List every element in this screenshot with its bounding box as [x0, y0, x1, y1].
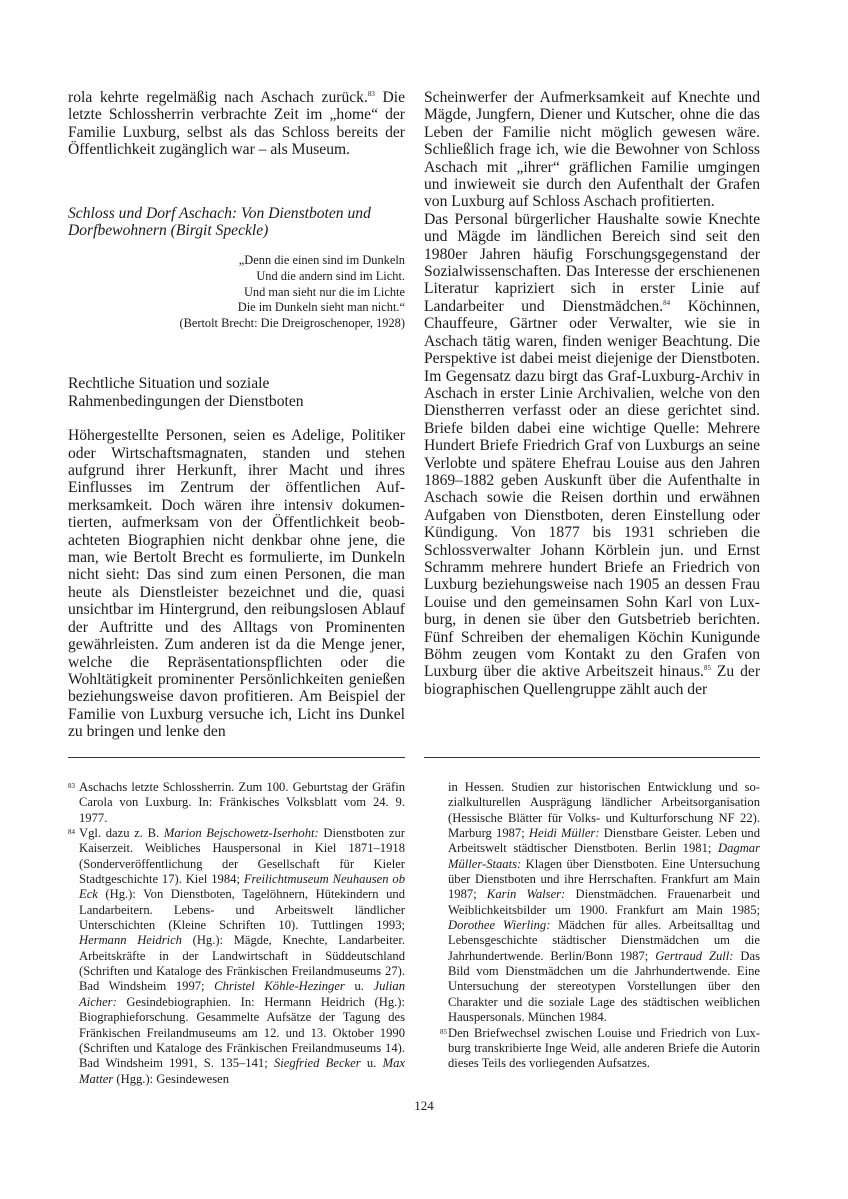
author-name: Hermann Heidrich: [79, 933, 182, 948]
footnote-number: 85: [440, 1027, 447, 1036]
footnotes-right: [424, 780, 760, 1072]
intro-text: rola kehrte regelmäßig nach Aschach zurück.: [68, 89, 368, 106]
footnote-text: (Hg.): Von Dienstboten, Tagelöhnern, Hütekindern und Landarbeitern. Lebens- und Arbeitswelt ländlicher Unterschichten (Kleine Schriften 10). Tuttlingen 1993;: [79, 887, 405, 933]
footnote-text: (Hgg.): Gesindewesen: [113, 1071, 230, 1086]
body-paragraph: Höhergestellte Personen, seien es Adelige, Politiker oder Wirtschaftsmagnaten, standen und stehen aufgrund ihrer Herkunft, ihrer Macht und ihres Einflusses im Zentrum der öffentlichen Aufmerksamkeit. Doch wären ihre intensiv dokumentierten, aufmerksam von der Öffentlichkeit beobachteten Biographien nicht denkbar ohne jene, die man, wie Bertolt Brecht es formulierte, im Dunkeln nicht sieht: Das sind zum einen Personen, die man heute als Dienstleister bezeichnet und die, quasi unsichtbar im Hintergrund, den reibungslosen Ablauf der Auftritte und des Alltags von Prominenten gewährleisten. Zum anderen ist da die Menge jener, welche die Repräsentationspflichten oder die Wohltätigkeit prominenter Persönlichkeiten genießen beziehungsweise davon profitieren. Am Beispiel der Familie von Luxburg versuche ich, Licht ins Dunkel zu bringen und lenke den: [68, 427, 405, 741]
author-name: Christel Köhle-Hezinger: [214, 979, 345, 994]
body-paragraph: Scheinwerfer der Aufmerksamkeit auf Knechte und Mägde, Jungfern, Diener und Kutscher, ohne die das Leben der Familie nicht möglich gewesen wäre. Schließlich frage ich, wie die Bewohner von Schloss Aschach mit „ihrer“ gräflichen Familie umgingen und inwieweit sie durch den Aufenthalt der Grafen von Luxburg auf Schloss Aschach profitierten.: [424, 89, 760, 211]
footnote-divider: [68, 757, 405, 758]
author-name: Karin Walser:: [486, 887, 566, 902]
footnote-text: Das Bild vom Dienstmädchen um die Jahrhundertwende. Eine Untersuchung der stereotypen Vorstellungen über den Charakter und die soziale Lage des städtischen weiblichen Hauspersonals. München 1984.: [448, 948, 760, 1025]
epigraph-quote: [68, 253, 405, 331]
body-paragraph: [424, 211, 760, 698]
left-column: [68, 89, 405, 741]
footnotes-left: [68, 780, 405, 1087]
author-name: Max Matter: [79, 1056, 405, 1086]
epigraph-line: Die im Dunkeln sieht man nicht.“: [237, 300, 405, 315]
author-name: Dagmar Müller-Staats:: [448, 841, 760, 871]
footnote-text: u.: [344, 979, 374, 994]
footnote-number: 83: [68, 782, 75, 790]
subheading: Rechtliche Situation und soziale Rahmenbedingungen der Dienstboten: [68, 375, 304, 410]
body-text: Köchinnen, Chauffeure, Gärtner oder Verwalter, wie sie in Aschach tätig waren, finden weniger Beachtung. Die Perspektive ist dabei meist diejenige der Dienstboten. Im Gegensatz dazu birgt das Graf-Luxburg-Archiv in Aschach in erster Linie Archivalien, welche von den Dienstherren verfasst oder an diese gerichtet sind. Briefe bilden dabei eine wichtige Quelle: Mehrere Hundert Briefe Friedrich Graf von Luxburgs an seine Verlobte und spätere Ehefrau Louise aus den Jahren 1869–1882 geben Auskunft über die Aufenthalte in Aschach sowie die Reisen dorthin und erwähnen Aufgaben von Dienstboten, deren Einstellung oder Kündigung. Von 1877 bis 1931 schrieben die Schlossverwalter Johann Körblein jun. und Ernst Schramm mehrere hundert Briefe an Friedrich von Luxburg beziehungsweise nach 1905 an dessen Frau Louise und den gemeinsamen Sohn Karl von Luxburg, in denen sie über den Gutsbetrieb berichten. Fünf Schreiben der ehemaligen Köchin Kunigunde Böhm zeugen vom Kontakt zu den Grafen von Luxburg über die aktive Arbeitszeit hinaus.: [424, 297, 761, 681]
footnote-text: Vgl. dazu z. B.: [79, 826, 164, 841]
page-number: 124: [414, 1098, 434, 1113]
author-name: Heidi Müller:: [528, 826, 600, 841]
author-name: Gertraud Zull:: [655, 948, 734, 963]
footnote-number: 84: [68, 828, 75, 837]
footnote-text: Dienstbare Geister. Leben und Arbeitswelt städtischer Dienstboten. Berlin 1981;: [448, 826, 760, 856]
body-text: Zu der biographischen Quellengruppe zählt auch der: [424, 663, 761, 698]
footnote-text: Den Briefwechsel zwischen Louise und Friedrich von Luxburg transkribierte Inge Weid, alle anderen Briefe die Autorin dieses Teils des vorliegenden Aufsatzes.: [448, 1025, 760, 1071]
epigraph-source: (Bertolt Brecht: Die Dreigroschenoper, 1928): [179, 315, 405, 330]
footnote-text: Dienstboten zur Kaiserzeit. Weibliches Hauspersonal in Kiel 1871–1918 (Sonderveröffentlichung der Gesellschaft für Kieler Stadtgeschichte 17). Kiel 1984;: [79, 826, 405, 887]
footnote-83: [68, 780, 405, 826]
footnote-text: Dienstmädchen. Frauenarbeit und Weiblichkeitsbilder um 1900. Frankfurt am Main 1985;: [448, 887, 760, 917]
author-name: Freilichtmuseum Neuhausen ob Eck: [79, 872, 405, 902]
right-column: [424, 89, 760, 698]
footnote-text: u.: [360, 1056, 383, 1071]
footnote-text: (Hg.): Mägde, Knechte, Landarbeiter. Arbeitskräfte in der Landwirtschaft in Süddeutschland (Schriften und Kataloge des Fränkischen Freilandmuseums 27). Bad Windsheim 1997;: [79, 933, 405, 994]
intro-paragraph: [68, 89, 405, 159]
author-name: Marion Bejschowetz-Iserhoht:: [163, 826, 319, 841]
footnote-text: Gesindebiographien. In: Hermann Heidrich (Hg.): Biographieforschung. Gesammelte Aufsätze der Tagung des Fränkischen Freilandmuseums am 12. und 13. Oktober 1990 (Schriften und Kataloge des Fränkischen Freilandmuseums 14). Bad Windsheim 1991, S. 135–141;: [79, 994, 405, 1071]
footnote-85: [424, 1026, 760, 1072]
footnote-text: Mädchen für alles. Arbeitsalltag und Lebensgeschichte städtischer Dienstmädchen um die Jahrhundertwende. Berlin/Bonn 1987;: [448, 918, 760, 963]
intro-text-cont: Die letzte Schlossherrin verbrachte Zeit im „home“ der Familie Luxburg, selbst als das Schloss bereits der Öffentlichkeit zugänglich war – als Museum.: [68, 89, 405, 159]
footnote-ref-85[interactable]: 85: [703, 664, 711, 673]
footnote-84-continued: [424, 780, 760, 1026]
author-name: Dorothee Wierling:: [448, 918, 551, 933]
author-name: Julian Aicher:: [79, 979, 405, 1009]
epigraph-line: Und die andern sind im Licht.: [256, 269, 405, 284]
epigraph-line: Und man sieht nur die im Lichte: [243, 284, 405, 299]
footnote-ref-83[interactable]: 83: [367, 90, 375, 98]
body-text: Das Personal bürgerlicher Haushalte sowie Knechte und Mägde im ländlichen Bereich sind seit den 1980er Jahren häufig Forschungsgegenstand der Sozialwissenschaften. Das Interesse der erschienenen Literatur kapriziert sich in erster Linie auf Landarbeiter und Dienstmädchen.: [424, 210, 760, 315]
footnote-84: [68, 826, 405, 1087]
section-title: Schloss und Dorf Aschach: Von Dienstboten und Dorfbewohnern (Birgit Speckle): [68, 204, 371, 240]
footnote-divider: [424, 757, 760, 758]
footnote-text: Klagen über Dienstboten. Eine Untersuchung über Dienstboten und ihre Herrschaften. Frankfurt am Main 1987;: [448, 856, 760, 902]
author-name: Siegfried Becker: [273, 1056, 361, 1071]
footnote-ref-84[interactable]: 84: [663, 298, 671, 307]
footnote-text: in Hessen. Studien zur historischen Entwicklung und sozialkulturellen Ausprägung ländlicher Arbeitsorganisation (Hessische Blätter für Volks- und Kulturforschung NF 22). Marburg 1987;: [448, 780, 760, 841]
footnote-text: Aschachs letzte Schlossherrin. Zum 100. Geburtstag der Gräfin Carola von Luxburg. In: Fränkisches Volksblatt vom 24. 9. 1977.: [79, 780, 405, 825]
epigraph-line: „Denn die einen sind im Dunkeln: [238, 253, 405, 268]
